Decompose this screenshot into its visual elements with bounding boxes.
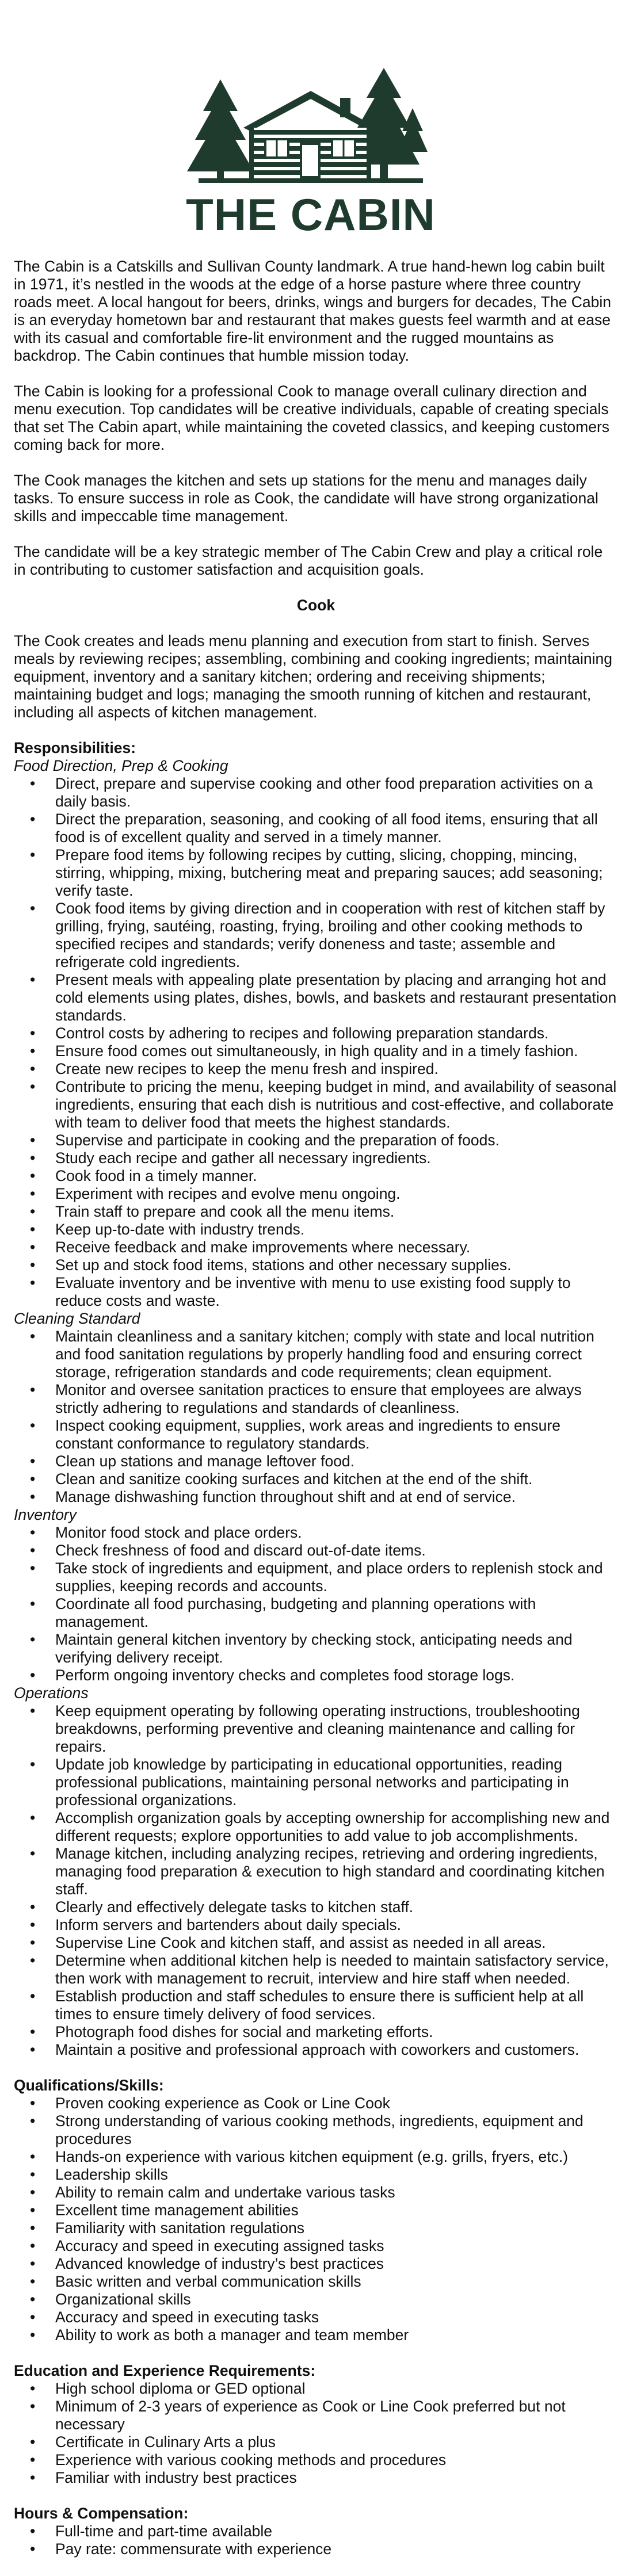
list-item: • Monitor and oversee sanitation practices to ensure that employees are always strictly adhering to regulations and standards of cleanliness. (55, 1381, 618, 1417)
list-item: • Determine when additional kitchen help is needed to maintain satisfactory service, then work with management to recruit, interview and hire staff when needed. (55, 1952, 618, 1988)
list-item: • Full-time and part-time available (55, 2523, 618, 2540)
list-item: • Contribute to pricing the menu, keeping budget in mind, and availability of seasonal ingredients, ensuring that each dish is nutritious and cost-effective, and collaborate with team to deliver food that meets the highest standards. (55, 1078, 618, 1132)
intro-paragraph-4: The candidate will be a key strategic member of The Cabin Crew and play a critical role in contributing to customer satisfaction and acquisition goals. (14, 543, 603, 578)
list-item: • Accuracy and speed in executing assigned tasks (55, 2237, 618, 2255)
responsibilities-subheading: Food Direction, Prep & Cooking (14, 757, 228, 774)
responsibilities-subheading: Inventory (14, 1506, 77, 1523)
list-item: • Monitor food stock and place orders. (55, 1524, 618, 1542)
list-item: • Direct, prepare and supervise cooking and other food preparation activities on a daily basis. (55, 775, 618, 811)
list-item: • Clean and sanitize cooking surfaces and kitchen at the end of the shift. (55, 1470, 618, 1488)
list-item: • Direct the preparation, seasoning, and cooking of all food items, ensuring that all food is of excellent quality and served in a timely manner. (55, 811, 618, 846)
list-item: • Accuracy and speed in executing tasks (55, 2309, 618, 2326)
list-item: • Clean up stations and manage leftover food. (55, 1453, 618, 1470)
list-item: • Certificate in Culinary Arts a plus (55, 2433, 618, 2451)
list-item: • Manage dishwashing function throughout shift and at end of service. (55, 1488, 618, 1506)
list-item: • Control costs by adhering to recipes and following preparation standards. (55, 1025, 618, 1042)
list-item: • Check freshness of food and discard out-of-date items. (55, 1542, 618, 1560)
list-item: • Perform ongoing inventory checks and completes food storage logs. (55, 1667, 618, 1684)
responsibilities-list (14, 775, 618, 1310)
compensation-heading: Hours & Compensation: (14, 2505, 189, 2522)
education-list (14, 2380, 618, 2487)
responsibilities-subheading: Operations (14, 1684, 89, 1702)
list-item: • Coordinate all food purchasing, budgeting and planning operations with management. (55, 1595, 618, 1631)
list-item: • Clearly and effectively delegate tasks to kitchen staff. (55, 1898, 618, 1916)
list-item: • Receive feedback and make improvements where necessary. (55, 1239, 618, 1256)
list-item: • Organizational skills (55, 2291, 618, 2309)
list-item: • Experience with various cooking methods and procedures (55, 2451, 618, 2469)
education-heading: Education and Experience Requirements: (14, 2362, 316, 2379)
qualifications-list (14, 2095, 618, 2344)
list-item: • Inspect cooking equipment, supplies, work areas and ingredients to ensure constant conformance to regulatory standards. (55, 1417, 618, 1453)
list-item: • Strong understanding of various cooking methods, ingredients, equipment and procedures (55, 2112, 618, 2148)
job-title: Cook (296, 597, 335, 614)
list-item: • Maintain a positive and professional approach with coworkers and customers. (55, 2041, 618, 2059)
list-item: • Keep equipment operating by following operating instructions, troubleshooting breakdowns, performing preventive and cleaning maintenance and calling for repairs. (55, 1702, 618, 1756)
list-item: • Accomplish organization goals by accepting ownership for accomplishing new and different requests; explore opportunities to add value to job accomplishments. (55, 1809, 618, 1845)
list-item: • Maintain general kitchen inventory by checking stock, anticipating needs and verifying delivery receipt. (55, 1631, 618, 1667)
list-item: • Pay rate: commensurate with experience (55, 2540, 618, 2558)
list-item: • Manage kitchen, including analyzing recipes, retrieving and ordering ingredients, managing food preparation & execution to high standard and coordinating kitchen staff. (55, 1845, 618, 1898)
compensation-section (14, 2505, 618, 2558)
responsibilities-list (14, 1328, 618, 1506)
education-section (14, 2362, 618, 2487)
responsibilities-list (14, 1702, 618, 2059)
list-item: • Evaluate inventory and be inventive with menu to use existing food supply to reduce costs and waste. (55, 1274, 618, 1310)
list-item: • Take stock of ingredients and equipment, and place orders to replenish stock and supplies, keeping records and accounts. (55, 1560, 618, 1595)
list-item: • Maintain cleanliness and a sanitary kitchen; comply with state and local nutrition and food sanitation regulations by properly handling food and ensuring correct storage, refrigeration standards and code requirements; clean equipment. (55, 1328, 618, 1381)
intro-paragraph-2: The Cabin is looking for a professional Cook to manage overall culinary direction and menu execution. Top candidates will be creative individuals, capable of creating specials that set The Cabin apart, while maintaining the coveted classics, and keeping customers coming back for more. (14, 383, 610, 453)
list-item: • Proven cooking experience as Cook or Line Cook (55, 2095, 618, 2112)
list-item: • Inform servers and bartenders about daily specials. (55, 1916, 618, 1934)
qualifications-section (14, 2077, 618, 2344)
list-item: • Present meals with appealing plate presentation by placing and arranging hot and cold elements using plates, dishes, bowls, and baskets and restaurant presentation standards. (55, 971, 618, 1025)
list-item: • Set up and stock food items, stations and other necessary supplies. (55, 1256, 618, 1274)
list-item: • Excellent time management abilities (55, 2202, 618, 2219)
responsibilities-subheading: Cleaning Standard (14, 1310, 140, 1327)
job-summary: The Cook creates and leads menu planning and execution from start to finish. Serves meals by reviewing recipes; assembling, combining and cooking ingredients; maintaining equipment, inventory and a sanitary kitchen; ordering and receiving shipments; maintaining budget and logs; managing the smooth running of kitchen and restaurant, including all aspects of kitchen management. (14, 632, 612, 721)
list-item: • Create new recipes to keep the menu fresh and inspired. (55, 1060, 618, 1078)
list-item: • Update job knowledge by participating in educational opportunities, reading professional publications, maintaining personal networks and participating in professional organizations. (55, 1756, 618, 1809)
log-cabin-with-pine-trees-icon (176, 68, 446, 235)
list-item: • Leadership skills (55, 2166, 618, 2184)
list-item: • Study each recipe and gather all necessary ingredients. (55, 1149, 618, 1167)
posting-content (14, 258, 618, 2576)
intro-paragraph-3: The Cook manages the kitchen and sets up stations for the menu and manages daily tasks. To ensure success in role as Cook, the candidate will have strong organizational skills and impeccable time management. (14, 472, 598, 525)
qualifications-heading: Qualifications/Skills: (14, 2077, 164, 2094)
responsibilities-list (14, 1524, 618, 1684)
the-cabin-logo (176, 68, 446, 235)
list-item: • High school diploma or GED optional (55, 2380, 618, 2398)
list-item: • Prepare food items by following recipes by cutting, slicing, chopping, mincing, stirring, whipping, mixing, butchering meat and preparing sauces; add seasoning; verify taste. (55, 846, 618, 900)
list-item: • Familiarity with sanitation regulations (55, 2219, 618, 2237)
list-item: • Photograph food dishes for social and marketing efforts. (55, 2023, 618, 2041)
list-item: • Cook food items by giving direction and in cooperation with rest of kitchen staff by grilling, frying, sautéing, roasting, frying, broiling and other cooking methods to specified recipes and standards; verify doneness and taste; assemble and refrigerate cold ingredients. (55, 900, 618, 971)
list-item: • Experiment with recipes and evolve menu ongoing. (55, 1185, 618, 1203)
logo-text: THE CABIN (186, 189, 436, 235)
responsibilities-heading: Responsibilities: (14, 739, 136, 756)
list-item: • Hands-on experience with various kitchen equipment (e.g. grills, fryers, etc.) (55, 2148, 618, 2166)
list-item: • Advanced knowledge of industry’s best practices (55, 2255, 618, 2273)
list-item: • Basic written and verbal communication skills (55, 2273, 618, 2291)
list-item: • Familiar with industry best practices (55, 2469, 618, 2487)
list-item: • Ensure food comes out simultaneously, in high quality and in a timely fashion. (55, 1042, 618, 1060)
list-item: • Ability to remain calm and undertake various tasks (55, 2184, 618, 2202)
list-item: • Train staff to prepare and cook all the menu items. (55, 1203, 618, 1221)
compensation-list (14, 2523, 618, 2558)
list-item: • Supervise and participate in cooking and the preparation of foods. (55, 1132, 618, 1149)
list-item: • Cook food in a timely manner. (55, 1167, 618, 1185)
list-item: • Supervise Line Cook and kitchen staff, and assist as needed in all areas. (55, 1934, 618, 1952)
list-item: • Ability to work as both a manager and team member (55, 2326, 618, 2344)
intro-paragraph-1: The Cabin is a Catskills and Sullivan County landmark. A true hand-hewn log cabin built in 1971, it’s nestled in the woods at the edge of a horse pasture where three country roads meet. A local hangout for beers, drinks, wings and burgers for decades, The Cabin is an everyday hometown bar and restaurant that makes guests feel warmth and at ease with its casual and comfortable fire-lit environment and the rugged mountains as backdrop. The Cabin continues that humble mission today. (14, 258, 612, 364)
responsibilities-section (14, 739, 618, 2059)
list-item: • Keep up-to-date with industry trends. (55, 1221, 618, 1239)
list-item: • Establish production and staff schedules to ensure there is sufficient help at all times to ensure timely delivery of food services. (55, 1988, 618, 2023)
list-item: • Minimum of 2-3 years of experience as Cook or Line Cook preferred but not necessary (55, 2398, 618, 2433)
